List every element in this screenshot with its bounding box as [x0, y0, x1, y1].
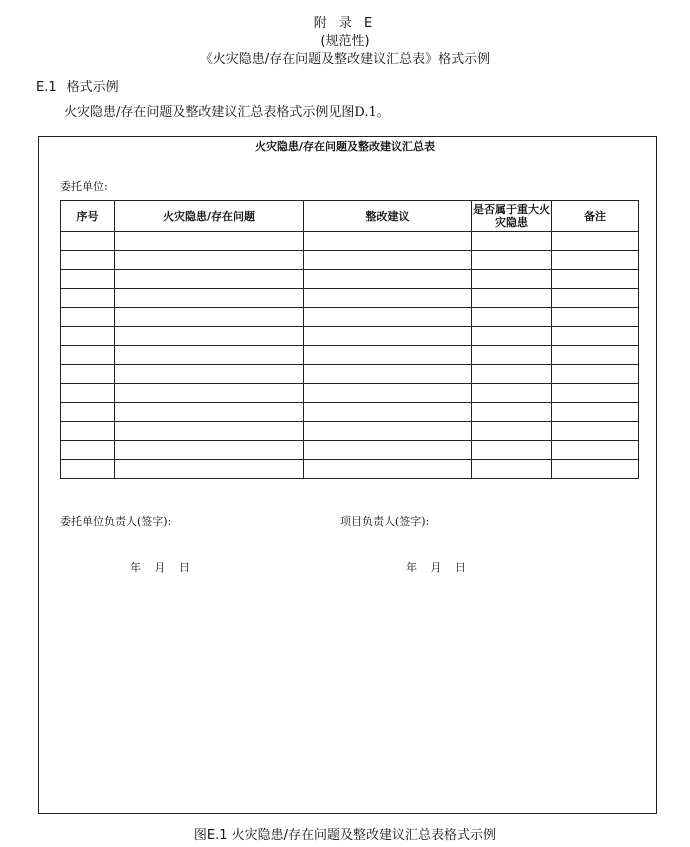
project-date-label: 年 月 日 [406, 561, 466, 574]
client-unit-label: 委托单位: [60, 180, 108, 193]
table-row [61, 384, 639, 403]
intro-paragraph: 火灾隐患/存在问题及整改建议汇总表格式示例见图D.1。 [64, 105, 390, 120]
table-cell [472, 422, 552, 441]
table-cell [61, 346, 115, 365]
table-cell [552, 232, 639, 251]
table-cell [304, 384, 472, 403]
table-cell [552, 384, 639, 403]
table-cell [552, 251, 639, 270]
table-cell [115, 308, 304, 327]
table-cell [472, 251, 552, 270]
table-row [61, 289, 639, 308]
table-cell [115, 422, 304, 441]
table-cell [304, 251, 472, 270]
client-date-label: 年 月 日 [130, 561, 190, 574]
table-row [61, 460, 639, 479]
appendix-type: (规范性) [320, 34, 370, 49]
table-row [61, 403, 639, 422]
table-cell [472, 327, 552, 346]
table-cell [552, 403, 639, 422]
table-cell [304, 308, 472, 327]
table-cell [472, 460, 552, 479]
table-row [61, 308, 639, 327]
table-cell [115, 365, 304, 384]
section-heading [36, 76, 119, 95]
section-number: E.1 [36, 80, 57, 95]
table-cell [61, 308, 115, 327]
figure-caption: 图E.1 火灾隐患/存在问题及整改建议汇总表格式示例 [193, 828, 497, 843]
client-signature-label: 委托单位负责人(签字): [60, 515, 172, 528]
table-header-row [61, 201, 639, 232]
table-cell [61, 327, 115, 346]
table-cell [304, 327, 472, 346]
table-cell [115, 460, 304, 479]
header-major-hazard: 是否属于重大火灾隐患 [472, 201, 552, 232]
form-title: 火灾隐患/存在问题及整改建议汇总表 [254, 140, 436, 153]
header-remarks: 备注 [552, 201, 639, 232]
table-cell [472, 384, 552, 403]
appendix-title: 附 录 E [313, 16, 377, 31]
table-cell [61, 460, 115, 479]
table-cell [304, 422, 472, 441]
table-row [61, 251, 639, 270]
table-cell [115, 327, 304, 346]
section-title: 格式示例 [66, 80, 119, 95]
table-cell [552, 460, 639, 479]
table-cell [61, 270, 115, 289]
table-cell [304, 441, 472, 460]
table-cell [115, 441, 304, 460]
table-row [61, 270, 639, 289]
table-cell [304, 270, 472, 289]
table-row [61, 422, 639, 441]
table-cell [115, 384, 304, 403]
table-cell [115, 232, 304, 251]
table-cell [552, 270, 639, 289]
table-cell [61, 232, 115, 251]
table-cell [552, 422, 639, 441]
table-cell [552, 346, 639, 365]
table-cell [115, 270, 304, 289]
table-row [61, 232, 639, 251]
table-cell [472, 270, 552, 289]
table-cell [61, 365, 115, 384]
appendix-subtitle: 《火灾隐患/存在问题及整改建议汇总表》格式示例 [199, 52, 491, 67]
table-cell [115, 403, 304, 422]
table-cell [61, 384, 115, 403]
table-cell [472, 289, 552, 308]
table-row [61, 365, 639, 384]
table-row [61, 327, 639, 346]
table-cell [61, 403, 115, 422]
table-cell [304, 289, 472, 308]
summary-table [60, 200, 639, 479]
table-cell [472, 346, 552, 365]
table-row [61, 441, 639, 460]
table-cell [115, 251, 304, 270]
table-cell [304, 460, 472, 479]
table-cell [61, 251, 115, 270]
table-cell [472, 441, 552, 460]
project-signature-label: 项目负责人(签字): [340, 515, 430, 528]
table-cell [115, 289, 304, 308]
table-cell [304, 232, 472, 251]
table-cell [61, 441, 115, 460]
table-body [61, 232, 639, 479]
table-cell [552, 327, 639, 346]
table-cell [61, 289, 115, 308]
table-cell [115, 346, 304, 365]
table-row [61, 346, 639, 365]
table-cell [472, 308, 552, 327]
table-cell [61, 422, 115, 441]
header-serial-number: 序号 [61, 201, 115, 232]
header-rectification-advice: 整改建议 [304, 201, 472, 232]
table-cell [552, 308, 639, 327]
table-cell [304, 403, 472, 422]
table-cell [304, 346, 472, 365]
table-cell [552, 365, 639, 384]
table-cell [552, 441, 639, 460]
table-cell [304, 365, 472, 384]
header-hazard-issue: 火灾隐患/存在问题 [115, 201, 304, 232]
table-cell [472, 365, 552, 384]
table-cell [472, 403, 552, 422]
table-cell [472, 232, 552, 251]
table-cell [552, 289, 639, 308]
